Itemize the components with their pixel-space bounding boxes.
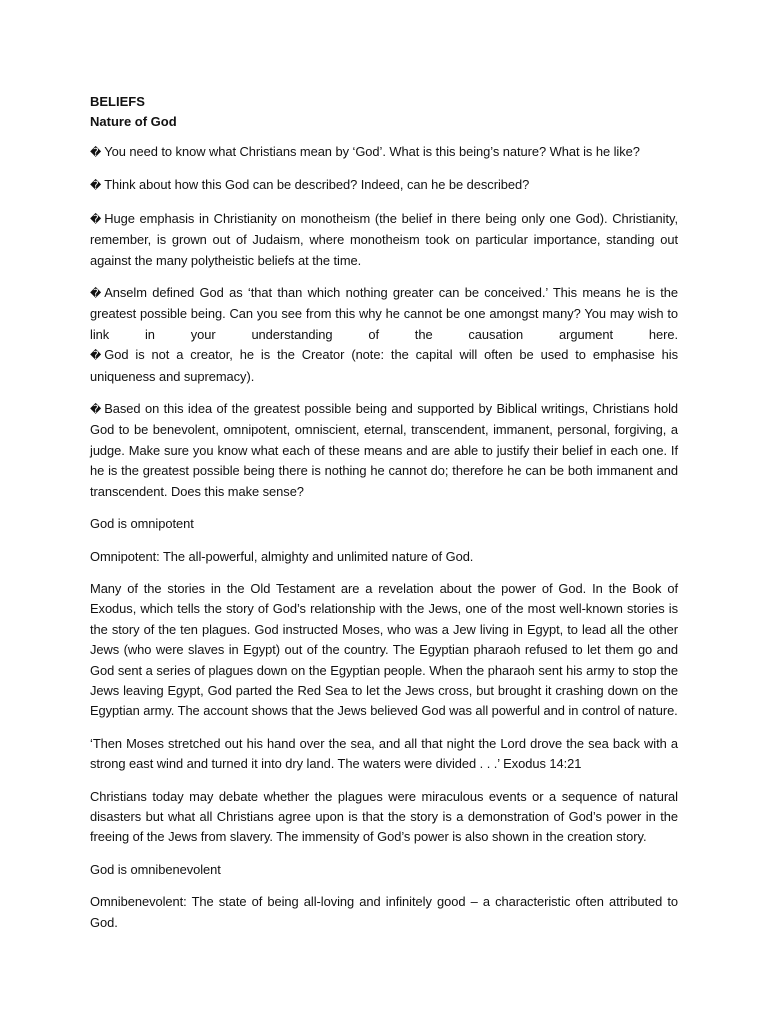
bullet-point [90,345,678,387]
bullet-text: Based on this idea of the greatest possible being and supported by Biblical writings, Christians hold God to be benevolent, omnipotent, omniscient, eternal, transcendent, immanent, personal, forgiving, a judge. Make sure you know what each of these means and are able to justify their belief in each one. If he is the greatest possible being there is nothing he cannot do; therefore he can be both immanent and transcendent. Does this make sense? [90,401,678,499]
definition-omnipotent: Omnipotent: The all-powerful, almighty and unlimited nature of God. [90,548,474,564]
section-heading: BELIEFS [90,94,145,109]
subheading-omnibenevolent: God is omnibenevolent [90,861,221,877]
bullet-icon: � [90,287,102,301]
bullet-text: God is not a creator, he is the Creator (note: the capital will often be used to emphasise his uniqueness and supremacy). [90,347,678,384]
title-block [90,92,678,132]
paragraph-plagues: Christians today may debate whether the plagues were miraculous events or a sequence of natural disasters but what all Christians agree upon is that the story is a demonstration of God’s power in the freeing of the Jews from slavery. The immensity of God’s power is also shown in the creation story. [90,788,678,845]
scripture-quote: ‘Then Moses stretched out his hand over the sea, and all that night the Lord drove the sea back with a strong east wind and turned it into dry land. The waters were divided . . .’ Exodus 14:21 [90,735,678,772]
bullet-icon: � [90,212,102,226]
bullet-icon: � [90,146,102,159]
bullet-text: You need to know what Christians mean by ‘God’. What is this being’s nature? What is he like? [104,144,640,159]
bullet-text: Think about how this God can be described? Indeed, can he be described? [104,177,530,193]
bullet-text: Huge emphasis in Christianity on monotheism (the belief in there being only one God). Christianity, remember, is grown out of Judaism, where monotheism took on particular importance, standing out against the many polytheistic beliefs at the time. [90,210,678,268]
bullet-point [90,209,678,271]
section-subtitle: Nature of God [90,114,177,129]
bullet-point [90,399,678,502]
bullet-icon: � [90,403,102,417]
bullet-icon: � [90,179,102,193]
bullet-point [90,283,678,345]
paragraph-exodus: Many of the stories in the Old Testament are a revelation about the power of God. In the Book of Exodus, which tells the story of God’s relationship with the Jews, one of the most well-known stories is the story of the ten plagues. God instructed Moses, who was a Jew living in Egypt, to lead all the other Jews (who were slaves in Egypt) out of the country. The Egyptian pharaoh refused to let them go and God sent a series of plagues down on the Egyptian people. When the pharaoh sent his army to stop the Jews leaving Egypt, God parted the Red Sea to let the Jews cross, but brought it crashing down on the Egyptian army. The account shows that the Jews believed God was all powerful and in control of nature. [90,580,678,719]
bullet-text: Anselm defined God as ‘that than which nothing greater can be conceived.’ This means he is the greatest possible being. Can you see from this why he cannot be one amongst many? You may wish to link in your understanding of the causation argument here. [90,285,678,342]
bullet-point [90,142,678,163]
bullet-icon: � [90,349,102,363]
definition-omnibenevolent: Omnibenevolent: The state of being all-loving and infinitely good – a characteristic often attributed to God. [90,894,678,930]
subheading-omnipotent: God is omnipotent [90,516,194,532]
bullet-point [90,175,678,196]
